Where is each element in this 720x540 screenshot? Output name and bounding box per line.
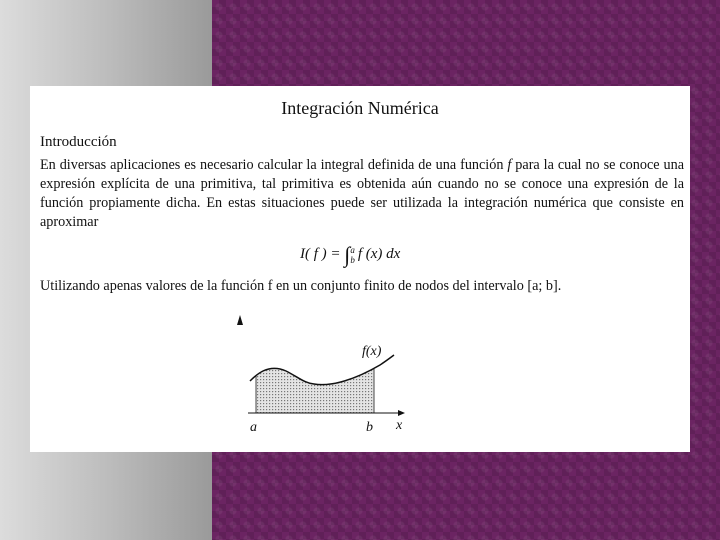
area-under-curve-graph [248, 313, 418, 435]
nodes-paragraph: Utilizando apenas valores de la función f en un conjunto finito de nodos del intervalo [a; b]. [40, 278, 562, 294]
intro-text-end: para la cual no se conoce una expresión explícita de una primitiva, tal primitiva es obtenida aún cuando no se conoce una expresión de la función propiamente dicha. En estas situaciones puede ser utilizada la integración numérica que consiste en aproximar [40, 157, 684, 230]
integral-formula [300, 242, 400, 268]
slide-title: Integración Numérica [281, 98, 439, 118]
function-symbol: f [507, 157, 512, 173]
a-label: a [250, 420, 257, 435]
y-axis-arrow [233, 313, 253, 329]
slide-content-image [30, 86, 690, 452]
upper-limit: a [350, 244, 355, 255]
formula-lhs: I( f ) = [300, 246, 341, 262]
curve-label: f(x) [362, 344, 382, 359]
shaded-area [256, 369, 374, 413]
x-axis-label: x [396, 418, 403, 433]
lower-limit: b [350, 254, 355, 265]
integrand: f (x) dx [357, 246, 401, 262]
x-axis-arrow [398, 410, 405, 416]
integral-limits [350, 245, 355, 265]
integral-sign: ∫ [344, 242, 351, 267]
b-label: b [366, 420, 373, 435]
section-heading: Introducción [40, 134, 117, 150]
intro-text-start: En diversas aplicaciones es necesario calcular la integral definida de una función [40, 157, 508, 173]
intro-paragraph [40, 156, 684, 232]
